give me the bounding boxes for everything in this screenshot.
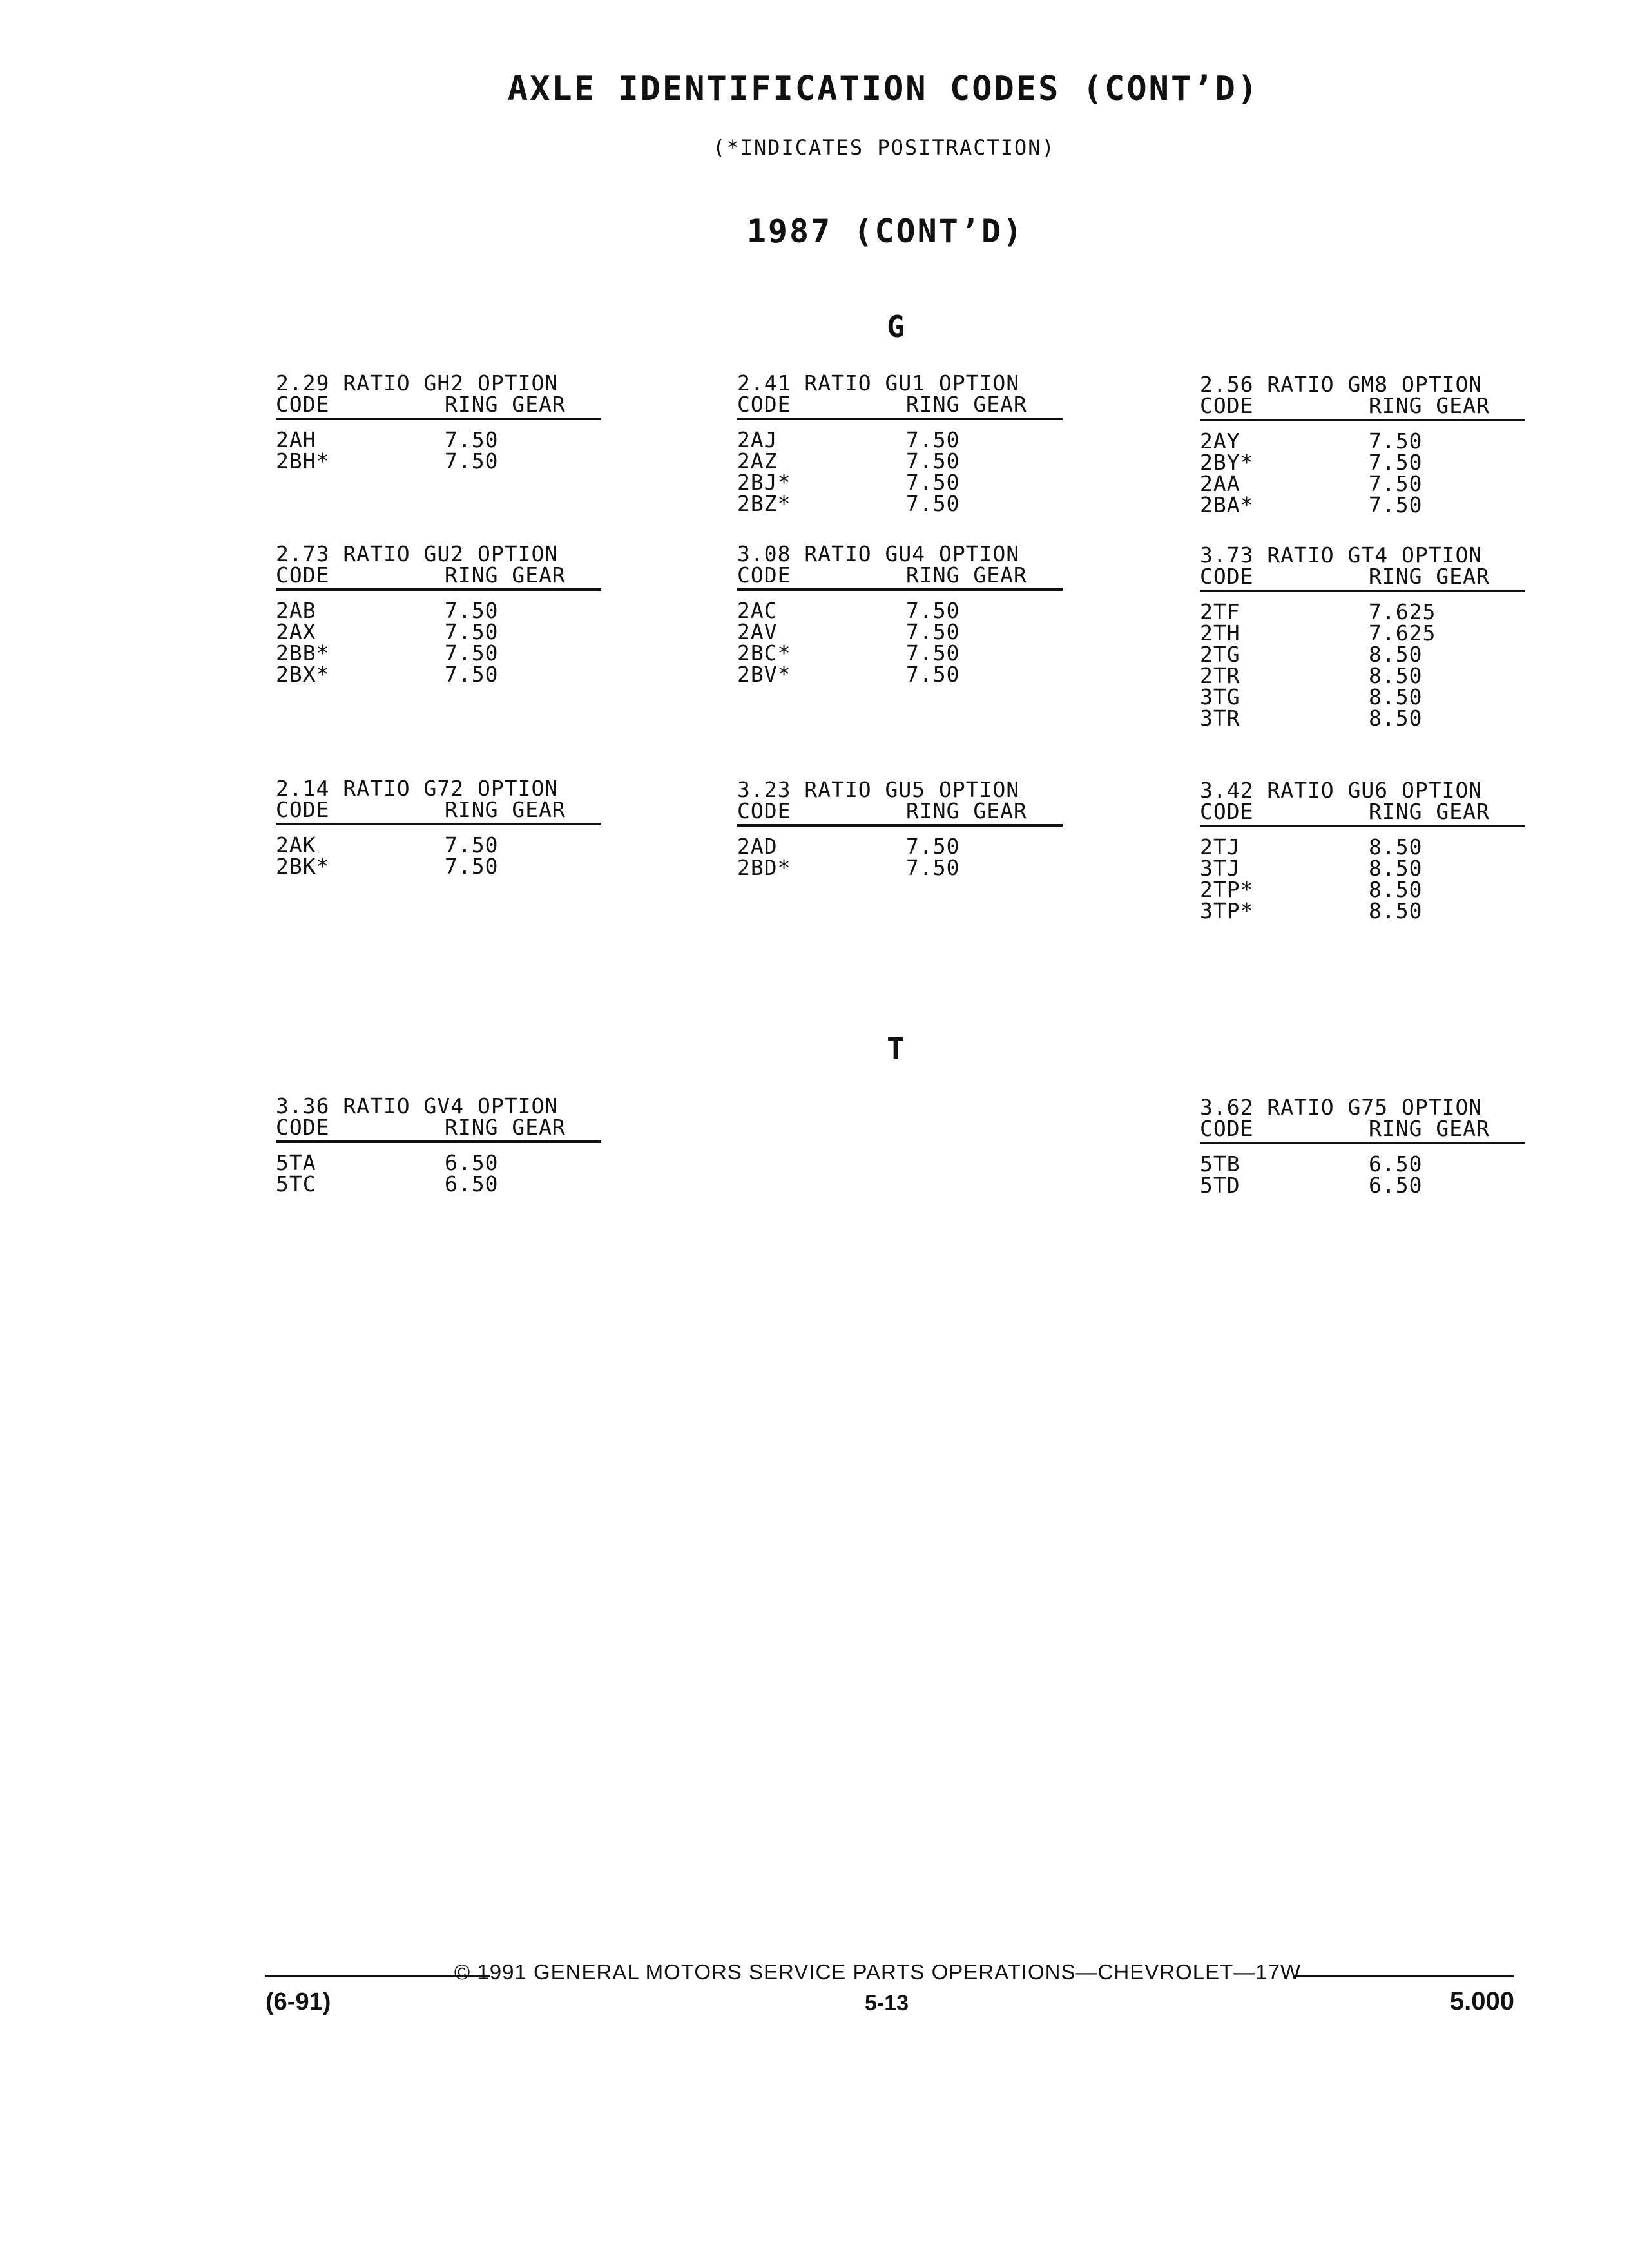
header-rule [737, 824, 1063, 827]
table-row: 2BD* 7.50 [737, 855, 960, 880]
code-column-header: CODE [1200, 393, 1254, 418]
table-row: 2BK* 7.50 [276, 854, 499, 879]
table-row: 2AJ 7.50 [737, 427, 960, 452]
ratio-heading: 3.73 RATIO GT4 OPTION [1200, 543, 1483, 568]
code-column-header: CODE [1200, 1116, 1254, 1141]
ratio-table-gm8 [1200, 374, 1525, 515]
table-row: 2TG 8.50 [1200, 642, 1423, 667]
ratio-table-gh2 [276, 372, 601, 472]
ring-gear-column-header: RING GEAR [1369, 1116, 1490, 1141]
table-row: 3TP* 8.50 [1200, 898, 1423, 923]
footer-page-number: 5-13 [864, 1991, 909, 2015]
header-rule [276, 588, 601, 591]
page-title: AXLE IDENTIFICATION CODES (CONT’D) [507, 70, 1260, 108]
table-row: 2BY* 7.50 [1200, 450, 1423, 475]
code-column-header: CODE [737, 798, 791, 823]
header-rule [1200, 825, 1525, 827]
table-row: 5TB 6.50 [1200, 1151, 1423, 1177]
table-row: 2BJ* 7.50 [737, 470, 960, 495]
header-rule [276, 418, 601, 420]
footer-date-code: (6-91) [265, 1988, 331, 2015]
footer-copyright: © 1991 GENERAL MOTORS SERVICE PARTS OPERATIONS—CHEVROLET—17W [454, 1960, 1302, 1984]
code-column-header: CODE [276, 562, 330, 588]
table-row: 3TJ 8.50 [1200, 856, 1423, 881]
code-column-header: CODE [1200, 564, 1254, 589]
table-row: 2AK 7.50 [276, 832, 499, 858]
table-row: 2BB* 7.50 [276, 640, 499, 666]
ratio-table-gu5 [737, 779, 1063, 878]
ring-gear-column-header: RING GEAR [906, 392, 1027, 417]
table-row: 2BZ* 7.50 [737, 491, 960, 516]
table-row: 2TJ 8.50 [1200, 834, 1423, 860]
ratio-table-gu2 [276, 543, 601, 685]
ratio-table-g75 [1200, 1097, 1525, 1196]
ratio-heading: 2.73 RATIO GU2 OPTION [276, 541, 559, 566]
ratio-table-gv4 [276, 1095, 601, 1195]
ratio-heading: 3.42 RATIO GU6 OPTION [1200, 778, 1483, 803]
table-row: 2BV* 7.50 [737, 662, 960, 687]
table-row: 2AB 7.50 [276, 598, 499, 623]
table-row: 2AC 7.50 [737, 598, 960, 623]
ratio-heading: 3.23 RATIO GU5 OPTION [737, 777, 1020, 802]
table-row: 3TR 8.50 [1200, 706, 1423, 731]
header-rule [1200, 419, 1525, 421]
ratio-heading: 3.08 RATIO GU4 OPTION [737, 541, 1020, 566]
table-row: 2AA 7.50 [1200, 471, 1423, 496]
ring-gear-column-header: RING GEAR [1369, 564, 1490, 589]
section-letter-t: T [887, 1031, 905, 1066]
ratio-table-g72 [276, 778, 601, 877]
ratio-table-gu1 [737, 372, 1063, 514]
positraction-note: (*INDICATES POSITRACTION) [713, 135, 1055, 160]
header-rule [1200, 1142, 1525, 1144]
code-column-header: CODE [276, 392, 330, 417]
ring-gear-column-header: RING GEAR [1369, 393, 1490, 418]
table-row: 2TP* 8.50 [1200, 877, 1423, 902]
footer-section-number: 5.000 [1449, 1987, 1514, 2015]
section-letter-g: G [887, 309, 905, 344]
ratio-heading: 2.56 RATIO GM8 OPTION [1200, 372, 1483, 397]
table-row: 3TG 8.50 [1200, 684, 1423, 709]
table-row: 2AV 7.50 [737, 619, 960, 644]
table-row: 2AX 7.50 [276, 619, 499, 644]
header-rule [737, 588, 1063, 591]
ratio-heading: 2.41 RATIO GU1 OPTION [737, 370, 1020, 396]
code-column-header: CODE [1200, 799, 1254, 824]
table-row: 2TH 7.625 [1200, 620, 1436, 646]
ratio-heading: 2.29 RATIO GH2 OPTION [276, 370, 559, 396]
code-column-header: CODE [737, 562, 791, 588]
table-row: 2BX* 7.50 [276, 662, 499, 687]
table-row: 5TD 6.50 [1200, 1173, 1423, 1198]
ratio-heading: 3.36 RATIO GV4 OPTION [276, 1093, 559, 1119]
table-row: 2AD 7.50 [737, 834, 960, 859]
ring-gear-column-header: RING GEAR [445, 392, 566, 417]
header-rule [737, 418, 1063, 420]
table-row: 2BA* 7.50 [1200, 492, 1423, 517]
ring-gear-column-header: RING GEAR [445, 797, 566, 822]
header-rule [276, 1140, 601, 1143]
table-row: 2AY 7.50 [1200, 428, 1423, 454]
table-row: 2BC* 7.50 [737, 640, 960, 666]
ratio-table-gu6 [1200, 780, 1525, 921]
ring-gear-column-header: RING GEAR [1369, 799, 1490, 824]
table-row: 2TF 7.625 [1200, 599, 1436, 624]
ring-gear-column-header: RING GEAR [906, 798, 1027, 823]
ratio-table-gu4 [737, 543, 1063, 685]
header-rule [1200, 590, 1525, 592]
table-row: 2TR 8.50 [1200, 663, 1423, 688]
table-row: 2AZ 7.50 [737, 448, 960, 474]
code-column-header: CODE [276, 1115, 330, 1140]
table-row: 5TA 6.50 [276, 1150, 499, 1175]
ring-gear-column-header: RING GEAR [445, 1115, 566, 1140]
table-row: 2BH* 7.50 [276, 448, 499, 474]
table-row: 5TC 6.50 [276, 1171, 499, 1196]
code-column-header: CODE [276, 797, 330, 822]
code-column-header: CODE [737, 392, 791, 417]
ring-gear-column-header: RING GEAR [445, 562, 566, 588]
ratio-heading: 3.62 RATIO G75 OPTION [1200, 1095, 1483, 1120]
table-row: 2AH 7.50 [276, 427, 499, 452]
ratio-heading: 2.14 RATIO G72 OPTION [276, 776, 559, 801]
header-rule [276, 823, 601, 825]
year-heading: 1987 (CONT’D) [746, 213, 1025, 250]
ring-gear-column-header: RING GEAR [906, 562, 1027, 588]
ratio-table-gt4 [1200, 544, 1525, 729]
